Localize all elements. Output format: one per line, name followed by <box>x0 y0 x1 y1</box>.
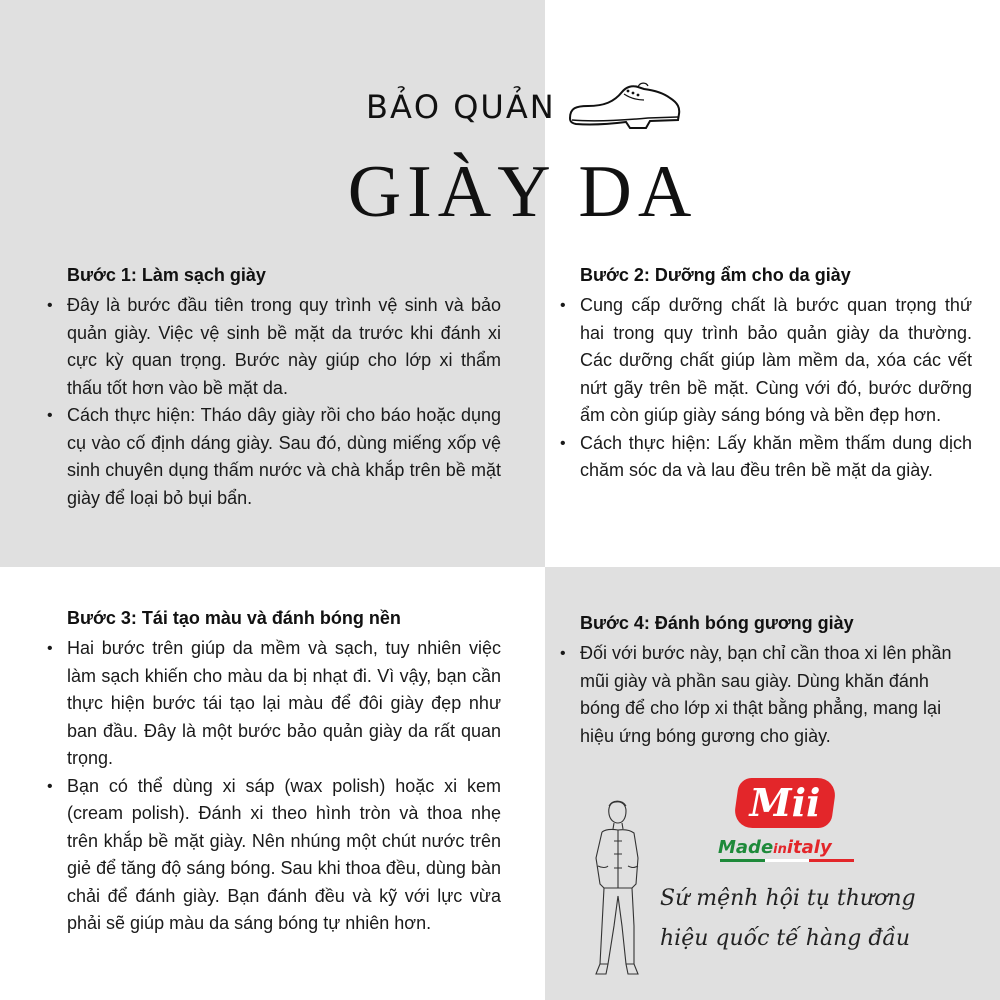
flag-underline <box>720 859 854 862</box>
step-3-list <box>63 635 501 938</box>
step-2-list <box>576 292 972 485</box>
step-4-list <box>576 640 972 750</box>
mii-logo <box>736 778 834 828</box>
step-4-title: Bước 4: Đánh bóng gương giày <box>580 613 854 633</box>
step-3 <box>63 608 501 938</box>
list-item: • Cung cấp dưỡng chất là bước quan trọng thứ hai trong quy trình bảo quản giày da thường. Các dưỡng chất giúp làm mềm da, xóa các vết nứt gãy trên bề mặt. Cùng với đó, bước dưỡng ẩm còn giúp giày sáng bóng và bền đẹp hơn. <box>580 292 972 430</box>
step-2-title: Bước 2: Dưỡng ẩm cho da giày <box>580 265 851 285</box>
dress-shoe-icon <box>566 78 684 134</box>
in-text: in <box>773 842 787 857</box>
list-item: • Cách thực hiện: Lấy khăn mềm thấm dung dịch chăm sóc da và lau đều trên bề mặt da giày. <box>580 430 972 485</box>
step-4 <box>576 613 972 750</box>
slogan-line-1: Sứ mệnh hội tụ thương <box>660 886 916 911</box>
page-title: GIÀY DA <box>347 151 698 233</box>
italy-text: italy <box>786 837 832 858</box>
list-item: • Cách thực hiện: Tháo dây giày rồi cho báo hoặc dụng cụ vào cố định dáng giày. Sau đó, dùng miếng xốp vệ sinh chuyên dụng thấm nước và chà khắp trên bề mặt giày để loại bỏ bụi bẩn. <box>67 402 501 512</box>
slogan-line-2: hiệu quốc tế hàng đầu <box>660 926 911 951</box>
list-item: • Đây là bước đầu tiên trong quy trình vệ sinh và bảo quản giày. Việc vệ sinh bề mặt da trước khi đánh xi cực kỳ quan trọng. Bước này giúp cho lớp xi thẩm thấu tốt hơn vào bề mặt da. <box>67 292 501 402</box>
list-item: • Đối với bước này, bạn chỉ cần thoa xi lên phần mũi giày và phần sau giày. Dùng khăn đánh bóng để cho lớp xi thật bằng phẳng, mang lại hiệu ứng bóng gương cho giày. <box>580 640 972 750</box>
logo-text: Mii <box>749 780 821 825</box>
man-sketch-illustration <box>578 796 658 981</box>
step-1-list <box>63 292 501 512</box>
step-1-title: Bước 1: Làm sạch giày <box>67 265 266 285</box>
step-1 <box>63 265 501 512</box>
step-3-title: Bước 3: Tái tạo màu và đánh bóng nền <box>67 608 401 628</box>
step-2 <box>576 265 972 485</box>
made-text: Made <box>718 837 774 858</box>
made-in-italy-logo <box>718 836 858 862</box>
header-subtitle: BẢO QUẢN <box>366 88 556 126</box>
list-item: • Hai bước trên giúp da mềm và sạch, tuy nhiên việc làm sạch khiến cho màu da bị nhạt đi. Vì vậy, bạn cần thực hiện bước tái tạo lại màu để đôi giày đẹp như ban đầu. Đây là một bước bảo quản giày da rất quan trọng. <box>67 635 501 773</box>
list-item: • Bạn có thể dùng xi sáp (wax polish) hoặc xi kem (cream polish). Đánh xi theo hình tròn và thoa nhẹ trên khắp bề mặt giày. Nên nhúng một chút nước trên giẻ để tăng độ sáng bóng. Sau khi thoa đều, dùng bàn chải để đánh giày. Bạn đánh đều và kỹ với lực vừa phải sẽ giúp màu da sáng bóng tự nhiên hơn. <box>67 773 501 938</box>
